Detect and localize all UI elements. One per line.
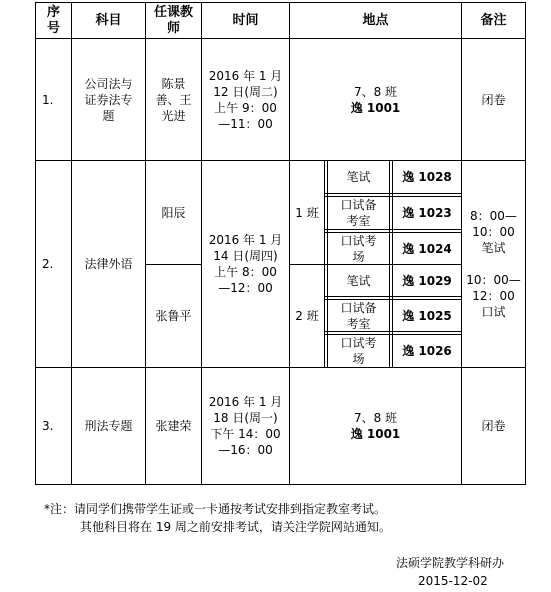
row1-place-room: 逸 1001 — [350, 100, 401, 115]
exam-type: 口试备 考室 — [340, 198, 377, 228]
header-time: 时间 — [232, 12, 259, 28]
footer-note-line-2: 其他科目将在 19 周之前安排考试，请关注学院网站通知。 — [80, 520, 391, 534]
row1-place — [290, 39, 461, 160]
exam-type: 口试备 考室 — [340, 300, 377, 331]
row1-note: 闭卷 — [481, 92, 506, 107]
row3-teacher: 张建荣 — [155, 419, 192, 433]
exam-room: 逸 1024 — [402, 241, 452, 256]
header-place: 地点 — [362, 12, 389, 28]
footer-date: 2015-12-02 — [418, 574, 488, 588]
row2-subject: 法律外语 — [84, 257, 133, 271]
exam-type: 口试考 场 — [340, 336, 377, 366]
table-border-bottom — [35, 484, 526, 485]
exam-room: 逸 1028 — [402, 170, 452, 184]
exam-room: 逸 1029 — [402, 273, 452, 288]
row2-seq: 2. — [42, 257, 54, 271]
class-group-1: 1 班 — [295, 205, 319, 220]
exam-type: 口试考 场 — [340, 233, 377, 264]
row1-teacher: 陈景 善、王 光进 — [155, 76, 192, 123]
class-group-2: 2 班 — [295, 309, 319, 323]
footer-office: 法硕学院教学科研办 — [396, 556, 505, 570]
header-teacher: 任课教 师 — [153, 4, 193, 36]
row1-subject: 公司法与 证券法专 题 — [84, 76, 133, 123]
row3-place-room: 逸 1001 — [350, 427, 401, 441]
row2-teacher-1: 阳辰 — [161, 205, 186, 220]
row3-note: 闭卷 — [481, 419, 506, 433]
row2-time: 2016 年 1 月 14 日(周四) 上午 8：00 —12：00 — [208, 233, 283, 295]
table-border-right — [525, 2, 526, 485]
exam-type: 笔试 — [346, 170, 371, 184]
header-subject: 科目 — [95, 12, 122, 28]
class-col-divider — [324, 160, 325, 368]
row3-time: 2016 年 1 月 18 日(周一) 下午 14：00 —16：00 — [208, 395, 283, 457]
row1-place-classes: 7、8 班 — [353, 84, 398, 99]
row2-note: 8：00— 10：00 笔试 10：00— 12：00 口试 — [466, 209, 521, 319]
row1-seq: 1. — [42, 92, 54, 107]
row3-subject: 刑法专题 — [84, 419, 133, 433]
row1-time: 2016 年 1 月 12 日(周二) 上午 9：00 —11：00 — [208, 68, 283, 131]
row3-seq: 3. — [42, 419, 54, 433]
exam-room: 逸 1023 — [402, 206, 452, 220]
room-col-divider — [389, 160, 390, 368]
row3-place-classes: 7、8 班 — [353, 411, 398, 425]
row3-place — [290, 368, 461, 484]
exam-room: 逸 1026 — [402, 344, 452, 358]
header-note: 备注 — [480, 12, 507, 28]
row2-teacher-2: 张鲁平 — [155, 309, 192, 323]
exam-room: 逸 1025 — [402, 308, 452, 323]
exam-type: 笔试 — [346, 273, 371, 288]
header-seq: 序 号 — [46, 4, 60, 36]
footer-note-line-1: *注：请同学们携带学生证或一卡通按考试安排到指定教室考试。 — [44, 502, 387, 516]
